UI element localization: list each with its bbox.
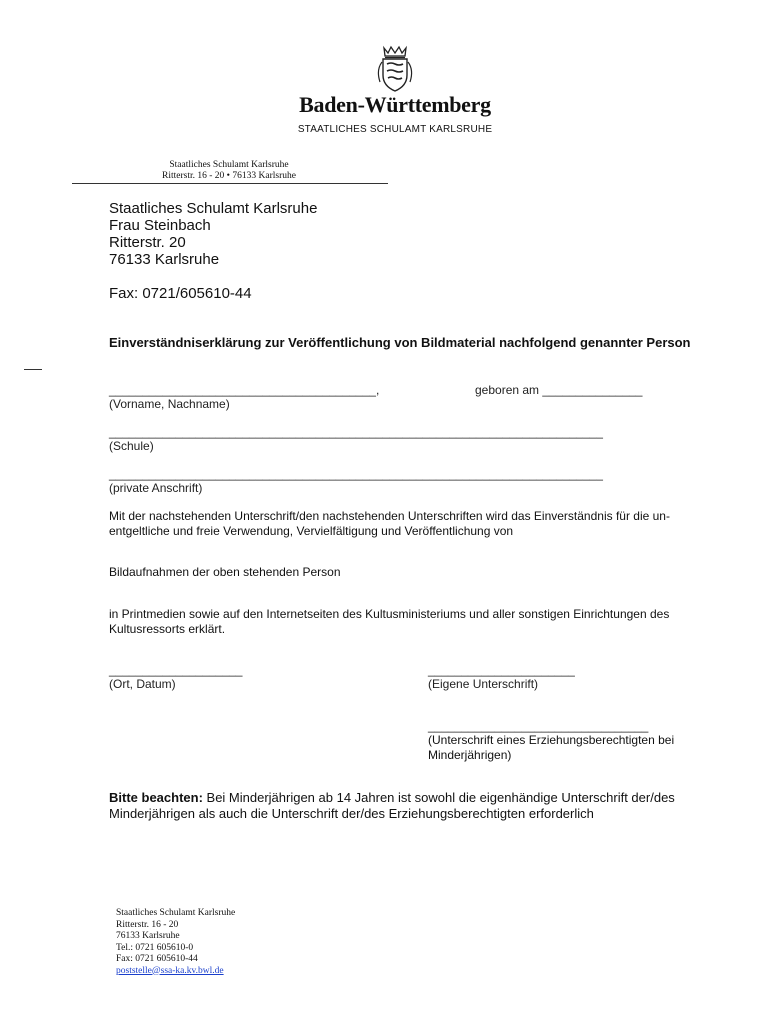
footer-line-2: Ritterstr. 16 - 20 [116,919,179,930]
note-text: Bei Minderjährigen ab 14 Jahren ist sowohl die eigenhändige Unterschrift der/des Minderjährigen als auch die Unterschrift der/des Erziehungsberechtigten erforderlich [109,790,675,821]
recipient-fax: Fax: 0721/605610-44 [109,285,252,302]
school-caption: (Schule) [109,439,154,453]
image-scope-paragraph: Bildaufnahmen der oben stehenden Person [109,565,341,579]
place-date-field-line[interactable]: ____________________ [109,663,243,677]
name-caption: (Vorname, Nachname) [109,397,230,411]
footer-line-3: 76133 Karlsruhe [116,931,180,941]
coat-of-arms-icon [372,44,418,94]
sender-line-1: Staatliches Schulamt Karlsruhe [169,160,289,170]
school-field-line[interactable]: __________________________________________________________________________ [109,425,603,439]
recipient-line-2: Frau Steinbach [109,217,211,234]
guardian-signature-field-line[interactable]: _________________________________ [428,719,649,733]
recipient-address [109,200,317,268]
recipient-line-4: 76133 Karlsruhe [109,251,220,268]
footer-fax: Fax: 0721 605610-44 [116,954,198,964]
guardian-signature-caption: (Unterschrift eines Erziehungsberechtigten bei Minderjährigen) [428,733,675,762]
subject-heading: Einverständniserklärung zur Veröffentlichung von Bildmaterial nachfolgend genannter Person [109,335,691,350]
own-signature-caption: (Eigene Unterschrift) [428,677,539,691]
recipient-line-1: Staatliches Schulamt Karlsruhe [109,200,318,217]
office-name: STAATLICHES SCHULAMT KARLSRUHE [297,124,493,135]
name-field-line[interactable]: ________________________________________, [109,383,380,397]
birthdate-field[interactable]: geboren am _______________ [475,383,643,397]
sender-address [72,160,386,182]
footer-phone: Tel.: 0721 605610-0 [116,942,194,953]
recipient-line-3: Ritterstr. 20 [109,234,186,251]
own-signature-field-line[interactable]: ______________________ [428,663,575,677]
sender-divider [72,183,388,184]
consent-paragraph: Mit der nachstehenden Unterschrift/den nachstehenden Unterschriften wird das Einverständnis für die unentgeltliche und freie Verwendung, Vervielfältigung und Veröffentlichung von [109,509,670,538]
footer-line-1: Staatliches Schulamt Karlsruhe [116,908,236,918]
minor-consent-note [109,790,729,822]
note-label: Bitte beachten: [109,790,203,805]
sender-line-2: Ritterstr. 16 - 20 • 76133 Karlsruhe [162,171,296,181]
fold-mark [24,369,42,370]
address-caption: (private Anschrift) [109,481,203,495]
address-field-line[interactable]: __________________________________________________________________________ [109,467,603,481]
place-date-caption: (Ort, Datum) [109,677,176,691]
footer-email-link[interactable]: poststelle@ssa-ka.kv.bwl.de [116,965,224,976]
footer-contact [116,908,235,977]
state-name: Baden-Württemberg [299,92,491,117]
publication-paragraph: in Printmedien sowie auf den Internetseiten des Kultusministeriums und aller sonstigen Einrichtungen des Kultusressorts erklärt. [109,607,670,636]
